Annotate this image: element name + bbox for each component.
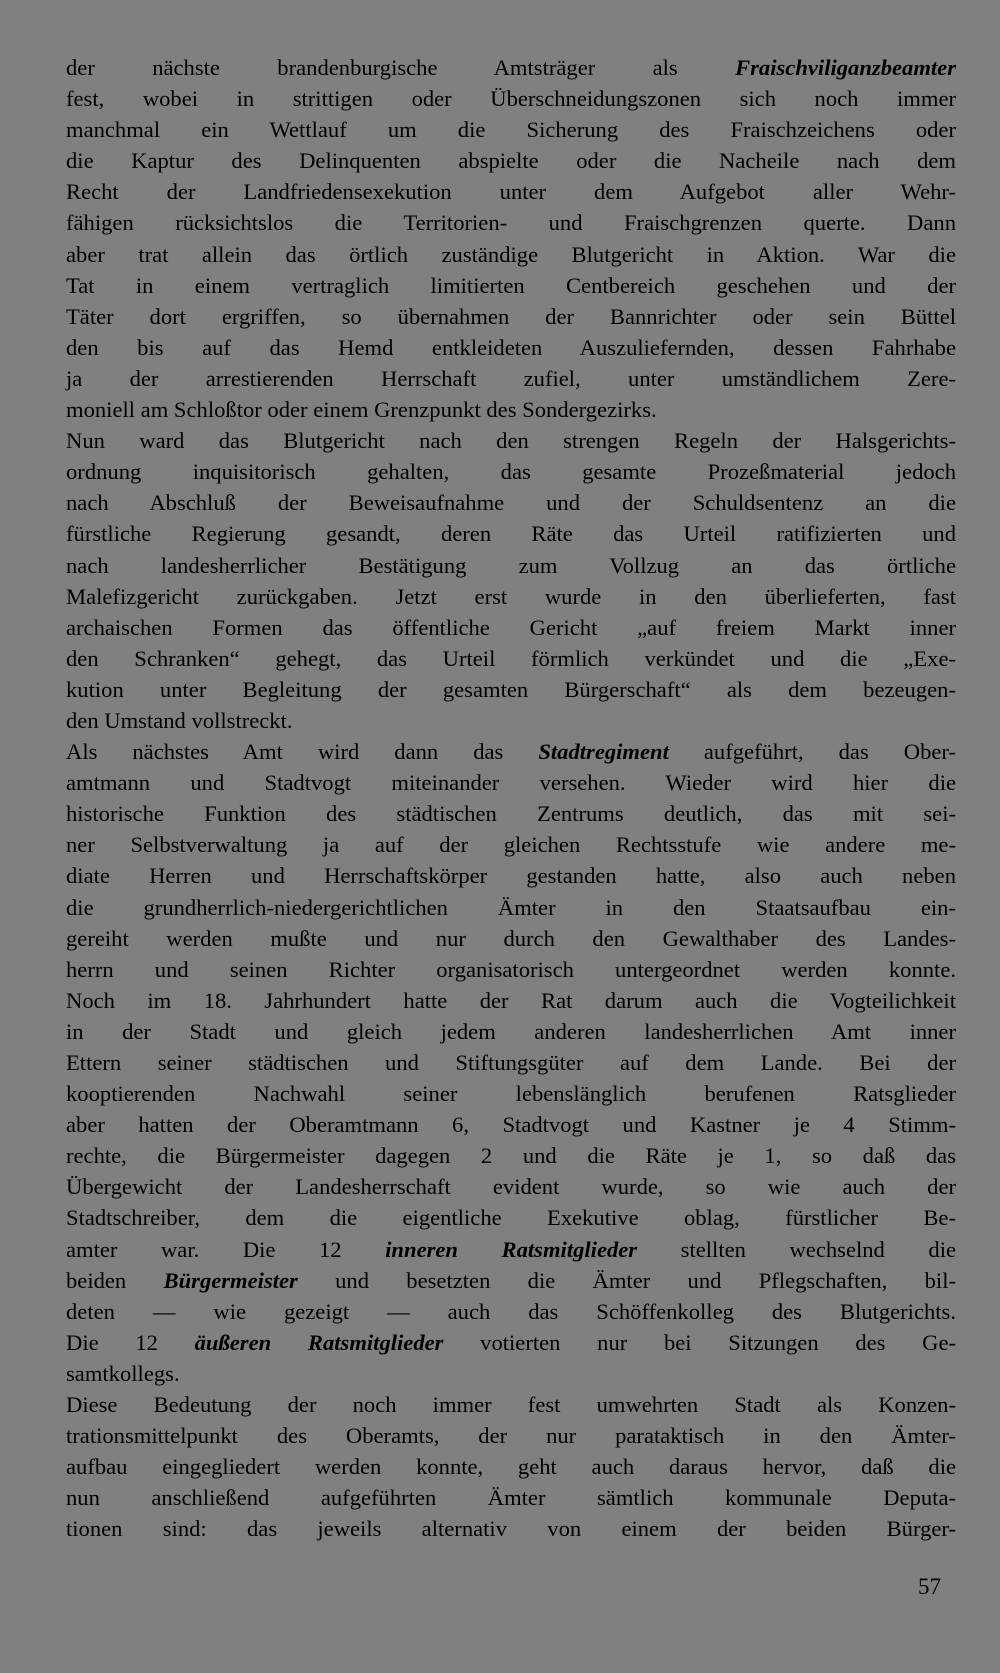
text-run: beiden — [66, 1267, 164, 1293]
text-line — [66, 301, 956, 332]
text-line — [66, 1078, 956, 1109]
text-line — [66, 985, 956, 1016]
text-run: aber hatten der Oberamtmann 6, Stadtvogt und Kastner je 4 Stimm- — [66, 1112, 956, 1138]
text-line — [66, 52, 956, 83]
text-line — [66, 829, 956, 860]
text-run: Ettern seiner städtischen und Stiftungsgüter auf dem Lande. Bei der — [66, 1050, 956, 1075]
text-line — [66, 363, 956, 394]
text-line — [66, 798, 956, 829]
emphasized-term: Bürgermeister — [163, 1267, 298, 1293]
text-run: die grundherrlich-niedergerichtlichen Ämter in den Staatsaufbau ein- — [66, 894, 956, 920]
text-line — [66, 1109, 956, 1140]
text-run: ja der arrestierenden Herrschaft zufiel, unter umständlichem Zere- — [66, 365, 956, 391]
text-line — [66, 332, 956, 363]
text-line — [66, 1202, 956, 1233]
text-run: moniell am Schloßtor oder einem Grenzpunkt des Sondergezirks. — [66, 397, 657, 423]
text-run: aber trat allein das örtlich zuständige Blutgericht in Aktion. War die — [66, 241, 956, 267]
text-line — [66, 1234, 956, 1265]
page-number: 57 — [918, 1574, 941, 1599]
emphasized-term: Stadtregiment — [538, 739, 669, 765]
text-line — [66, 1296, 956, 1327]
text-line — [66, 1047, 956, 1078]
text-line — [66, 456, 956, 487]
text-line — [66, 1265, 956, 1296]
text-run: stellten wechselnd die — [637, 1236, 956, 1262]
text-run: Tat in einem vertraglich limitierten Centbereich geschehen und der — [66, 272, 956, 298]
text-run: fähigen rücksichtslos die Territorien- und Fraischgrenzen querte. Dann — [66, 210, 956, 236]
text-run: diate Herren und Herrschaftskörper gestanden hatte, also auch neben — [66, 863, 956, 889]
text-run: archaischen Formen das öffentliche Gericht „auf freiem Markt inner — [66, 614, 956, 640]
text-line — [66, 83, 956, 114]
emphasized-term: äußeren Ratsmitglieder — [194, 1329, 444, 1355]
text-line — [66, 705, 956, 736]
text-run: fürstliche Regierung gesandt, deren Räte das Urteil ratifizierten und — [66, 521, 956, 547]
text-run: herrn und seinen Richter organisatorisch untergeordnet werden konnte. — [66, 956, 956, 982]
text-line — [66, 394, 956, 425]
text-run: kooptierenden Nachwahl seiner lebenslänglich berufenen Ratsglieder — [66, 1081, 956, 1107]
text-line — [66, 581, 956, 612]
text-run: historische Funktion des städtischen Zentrums deutlich, das mit sei- — [66, 801, 956, 827]
text-line — [66, 1389, 956, 1420]
emphasized-term: Fraischviliganzbeamter — [735, 55, 956, 80]
text-run: votierten nur bei Sitzungen des Ge- — [443, 1329, 956, 1355]
text-run: deten — wie gezeigt — auch das Schöffenkolleg des Blutgerichts. — [66, 1298, 956, 1324]
text-run: Stadtschreiber, dem die eigentliche Exekutive oblag, fürstlicher Be- — [66, 1205, 956, 1231]
text-run: Täter dort ergriffen, so übernahmen der Bannrichter oder sein Büttel — [66, 303, 956, 329]
text-line — [66, 892, 956, 923]
text-run: fest, wobei in strittigen oder Überschneidungszonen sich noch immer — [66, 86, 956, 112]
text-line — [66, 767, 956, 798]
text-line — [66, 425, 956, 456]
text-run: kution unter Begleitung der gesamten Bürgerschaft“ als dem bezeugen- — [66, 676, 956, 702]
text-run: Nun ward das Blutgericht nach den strengen Regeln der Halsgerichts- — [66, 428, 956, 454]
text-run: amter war. Die 12 — [66, 1236, 386, 1262]
text-run: nach landesherrlicher Bestätigung zum Vollzug an das örtliche — [66, 552, 956, 578]
text-line — [66, 923, 956, 954]
text-run: Als nächstes Amt wird dann das — [66, 739, 539, 765]
text-line — [66, 518, 956, 549]
text-run: den bis auf das Hemd entkleideten Auszuliefernden, dessen Fahrhabe — [66, 334, 956, 360]
text-run: trationsmittelpunkt des Oberamts, der nur parataktisch in den Ämter- — [66, 1423, 956, 1449]
text-run: den Umstand vollstreckt. — [66, 707, 293, 733]
text-run: tionen sind: das jeweils alternativ von einem der beiden Bürger- — [66, 1516, 956, 1542]
text-line — [66, 612, 956, 643]
text-run: Recht der Landfriedensexekution unter dem Aufgebot aller Wehr- — [66, 179, 956, 205]
text-line — [66, 860, 956, 891]
text-line — [66, 954, 956, 985]
text-line — [66, 239, 956, 270]
text-line — [66, 674, 956, 705]
text-run: Übergewicht der Landesherrschaft evident wurde, so wie auch der — [66, 1174, 956, 1200]
text-run: Die 12 — [66, 1329, 195, 1355]
text-line — [66, 1140, 956, 1171]
text-line — [66, 643, 956, 674]
text-run: Diese Bedeutung der noch immer fest umwehrten Stadt als Konzen- — [66, 1392, 956, 1418]
text-run: manchmal ein Wettlauf um die Sicherung des Fraischzeichens oder — [66, 117, 956, 143]
text-line — [66, 176, 956, 207]
text-line — [66, 1171, 956, 1202]
text-run: rechte, die Bürgermeister dagegen 2 und die Räte je 1, so daß das — [66, 1143, 956, 1169]
text-run: ordnung inquisitorisch gehalten, das gesamte Prozeßmaterial jedoch — [66, 459, 956, 485]
text-run: nach Abschluß der Beweisaufnahme und der Schuldsentenz an die — [66, 490, 956, 516]
text-run: in der Stadt und gleich jedem anderen landesherrlichen Amt inner — [66, 1018, 956, 1044]
text-run: der nächste brandenburgische Amtsträger als — [66, 55, 736, 80]
text-run: amtmann und Stadtvogt miteinander versehen. Wieder wird hier die — [66, 770, 956, 796]
text-run: ner Selbstverwaltung ja auf der gleichen Rechtsstufe wie andere me- — [66, 832, 956, 858]
text-run: aufbau eingegliedert werden konnte, geht auch daraus hervor, daß die — [66, 1454, 956, 1480]
text-line — [66, 550, 956, 581]
text-line — [66, 207, 956, 238]
text-run: Noch im 18. Jahrhundert hatte der Rat darum auch die Vogteilichkeit — [66, 987, 956, 1013]
text-line — [66, 114, 956, 145]
text-run: samtkollegs. — [66, 1360, 180, 1386]
text-run: gereiht werden mußte und nur durch den Gewalthaber des Landes- — [66, 925, 956, 951]
text-run: nun anschließend aufgeführten Ämter sämtlich kommunale Deputa- — [66, 1485, 956, 1511]
text-line — [66, 145, 956, 176]
text-run: Malefizgericht zurückgaben. Jetzt erst wurde in den überlieferten, fast — [66, 583, 956, 609]
text-line — [66, 1358, 956, 1389]
text-line — [66, 1016, 956, 1047]
text-line — [66, 1482, 956, 1513]
text-run: und besetzten die Ämter und Pflegschaften, bil- — [297, 1267, 956, 1293]
text-line — [66, 487, 956, 518]
text-line — [66, 1420, 956, 1451]
text-line — [66, 1327, 956, 1358]
emphasized-term: inneren Ratsmitglieder — [385, 1236, 638, 1262]
text-line — [66, 736, 956, 767]
text-line — [66, 1451, 956, 1482]
text-run: die Kaptur des Delinquenten abspielte oder die Nacheile nach dem — [66, 148, 956, 174]
text-line — [66, 1513, 956, 1544]
body-text — [66, 52, 956, 1545]
text-line — [66, 270, 956, 301]
text-run: aufgeführt, das Ober- — [668, 739, 956, 765]
text-run: den Schranken“ gehegt, das Urteil förmlich verkündet und die „Exe- — [66, 645, 956, 671]
